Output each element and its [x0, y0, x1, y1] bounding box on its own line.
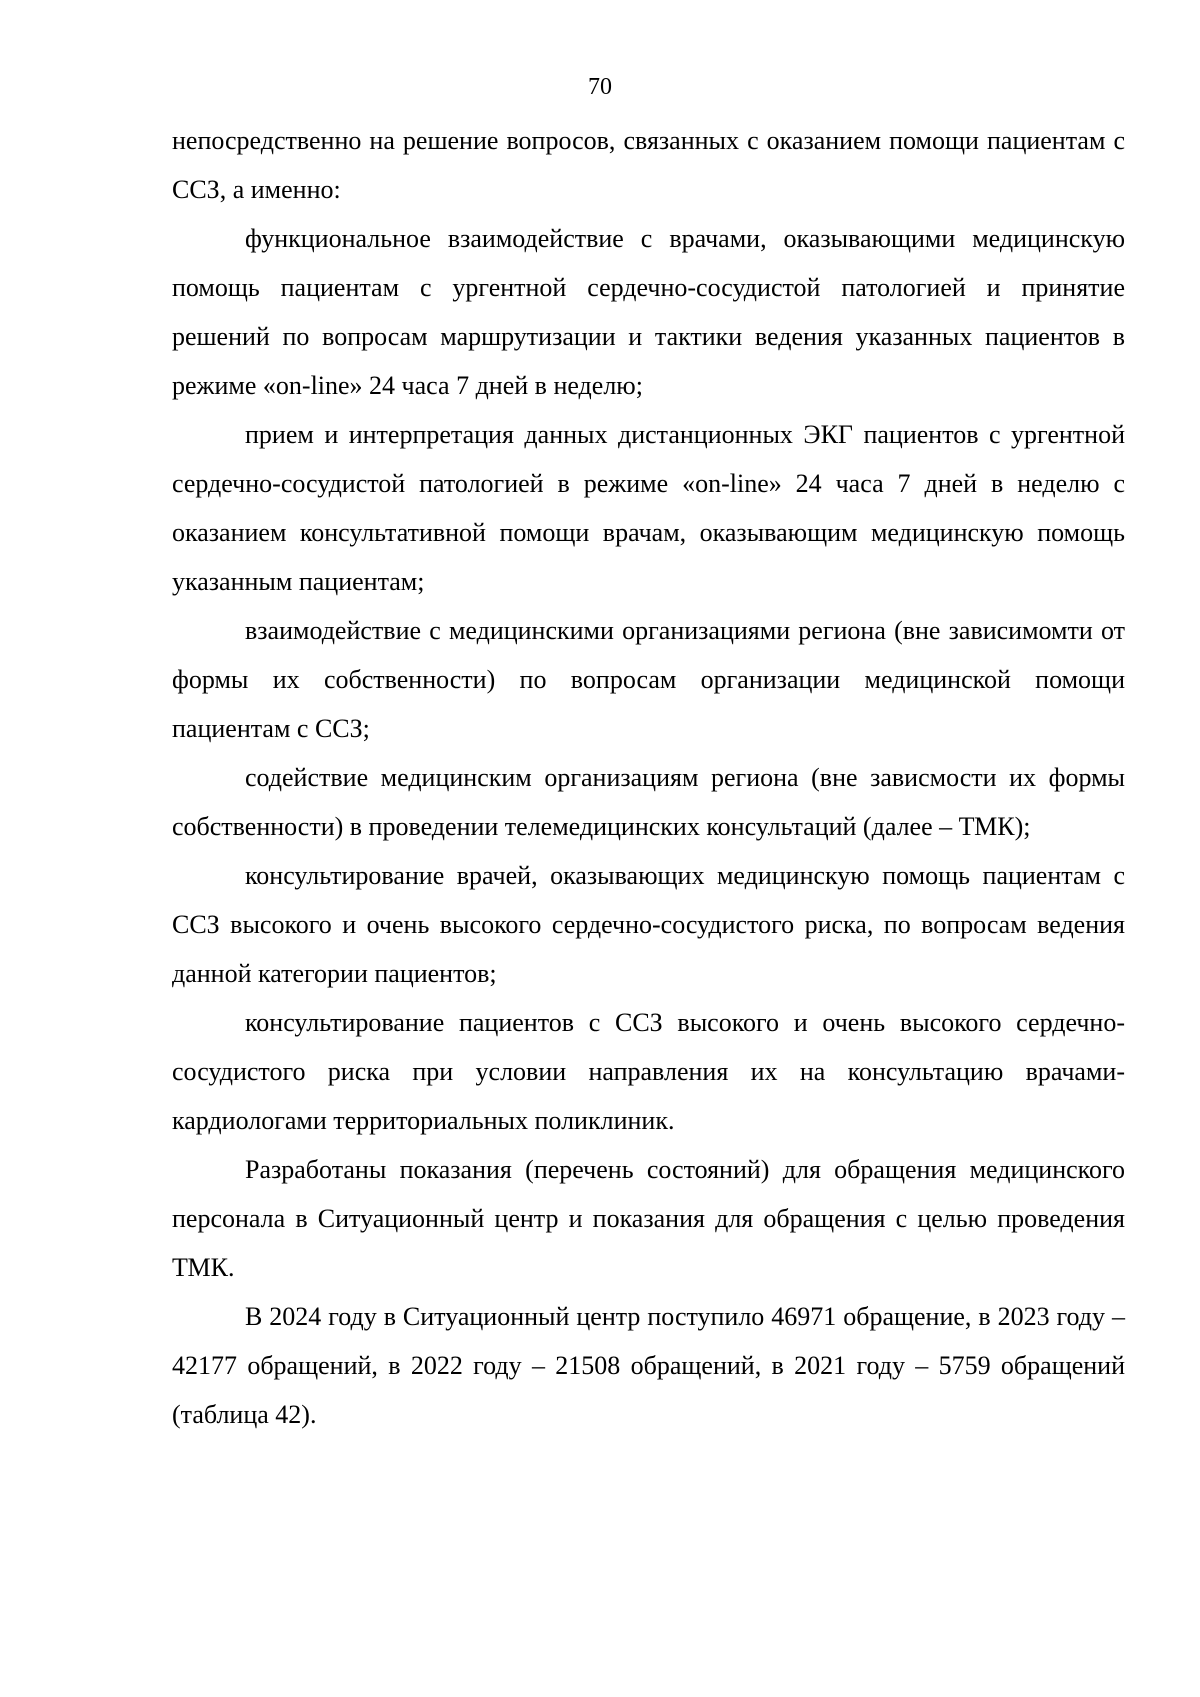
list-item-regional-organizations: взаимодействие с медицинскими организациями региона (вне зависимомти от формы их собственности) по вопросам организации медицинской помощи пациентам с ССЗ; — [172, 616, 1125, 743]
list-item-physician-consulting: консультирование врачей, оказывающих медицинскую помощь пациентам с ССЗ высокого и очень высокого сердечно-сосудистого риска, по вопросам ведения данной категории пациентов; — [172, 861, 1125, 988]
list-item-telemedicine-support: содействие медицинским организациям региона (вне зависмости их формы собственности) в проведении телемедицинских консультаций (далее – ТМК); — [172, 763, 1125, 841]
paragraph-indications: Разработаны показания (перечень состояний) для обращения медицинского персонала в Ситуационный центр и показания для обращения с целью проведения ТМК. — [172, 1155, 1125, 1282]
page-body — [172, 116, 1125, 1439]
list-item-patient-consulting: консультирование пациентов с ССЗ высокого и очень высокого сердечно-сосудистого риска при условии направления их на консультацию врачами-кардиологами территориальных поликлиник. — [172, 1008, 1125, 1135]
list-item-functional-interaction: функциональное взаимодействие с врачами, оказывающими медицинскую помощь пациентам с ургентной сердечно-сосудистой патологией и принятие решений по вопросам маршрутизации и тактики ведения указанных пациентов в режиме «on-line» 24 часа 7 дней в неделю; — [172, 224, 1125, 400]
list-item-ecg-interpretation: прием и интерпретация данных дистанционных ЭКГ пациентов с ургентной сердечно-сосудистой патологией в режиме «on-line» 24 часа 7 дней в неделю с оказанием консультативной помощи врачам, оказывающим медицинскую помощь указанным пациентам; — [172, 420, 1125, 596]
paragraph-intro: непосредственно на решение вопросов, связанных с оказанием помощи пациентам с ССЗ, а именно: — [172, 126, 1125, 204]
paragraph-statistics: В 2024 году в Ситуационный центр поступило 46971 обращение, в 2023 году – 42177 обращений, в 2022 году – 21508 обращений, в 2021 году – 5759 обращений (таблица 42). — [172, 1302, 1125, 1429]
page-number: 70 — [588, 74, 612, 100]
